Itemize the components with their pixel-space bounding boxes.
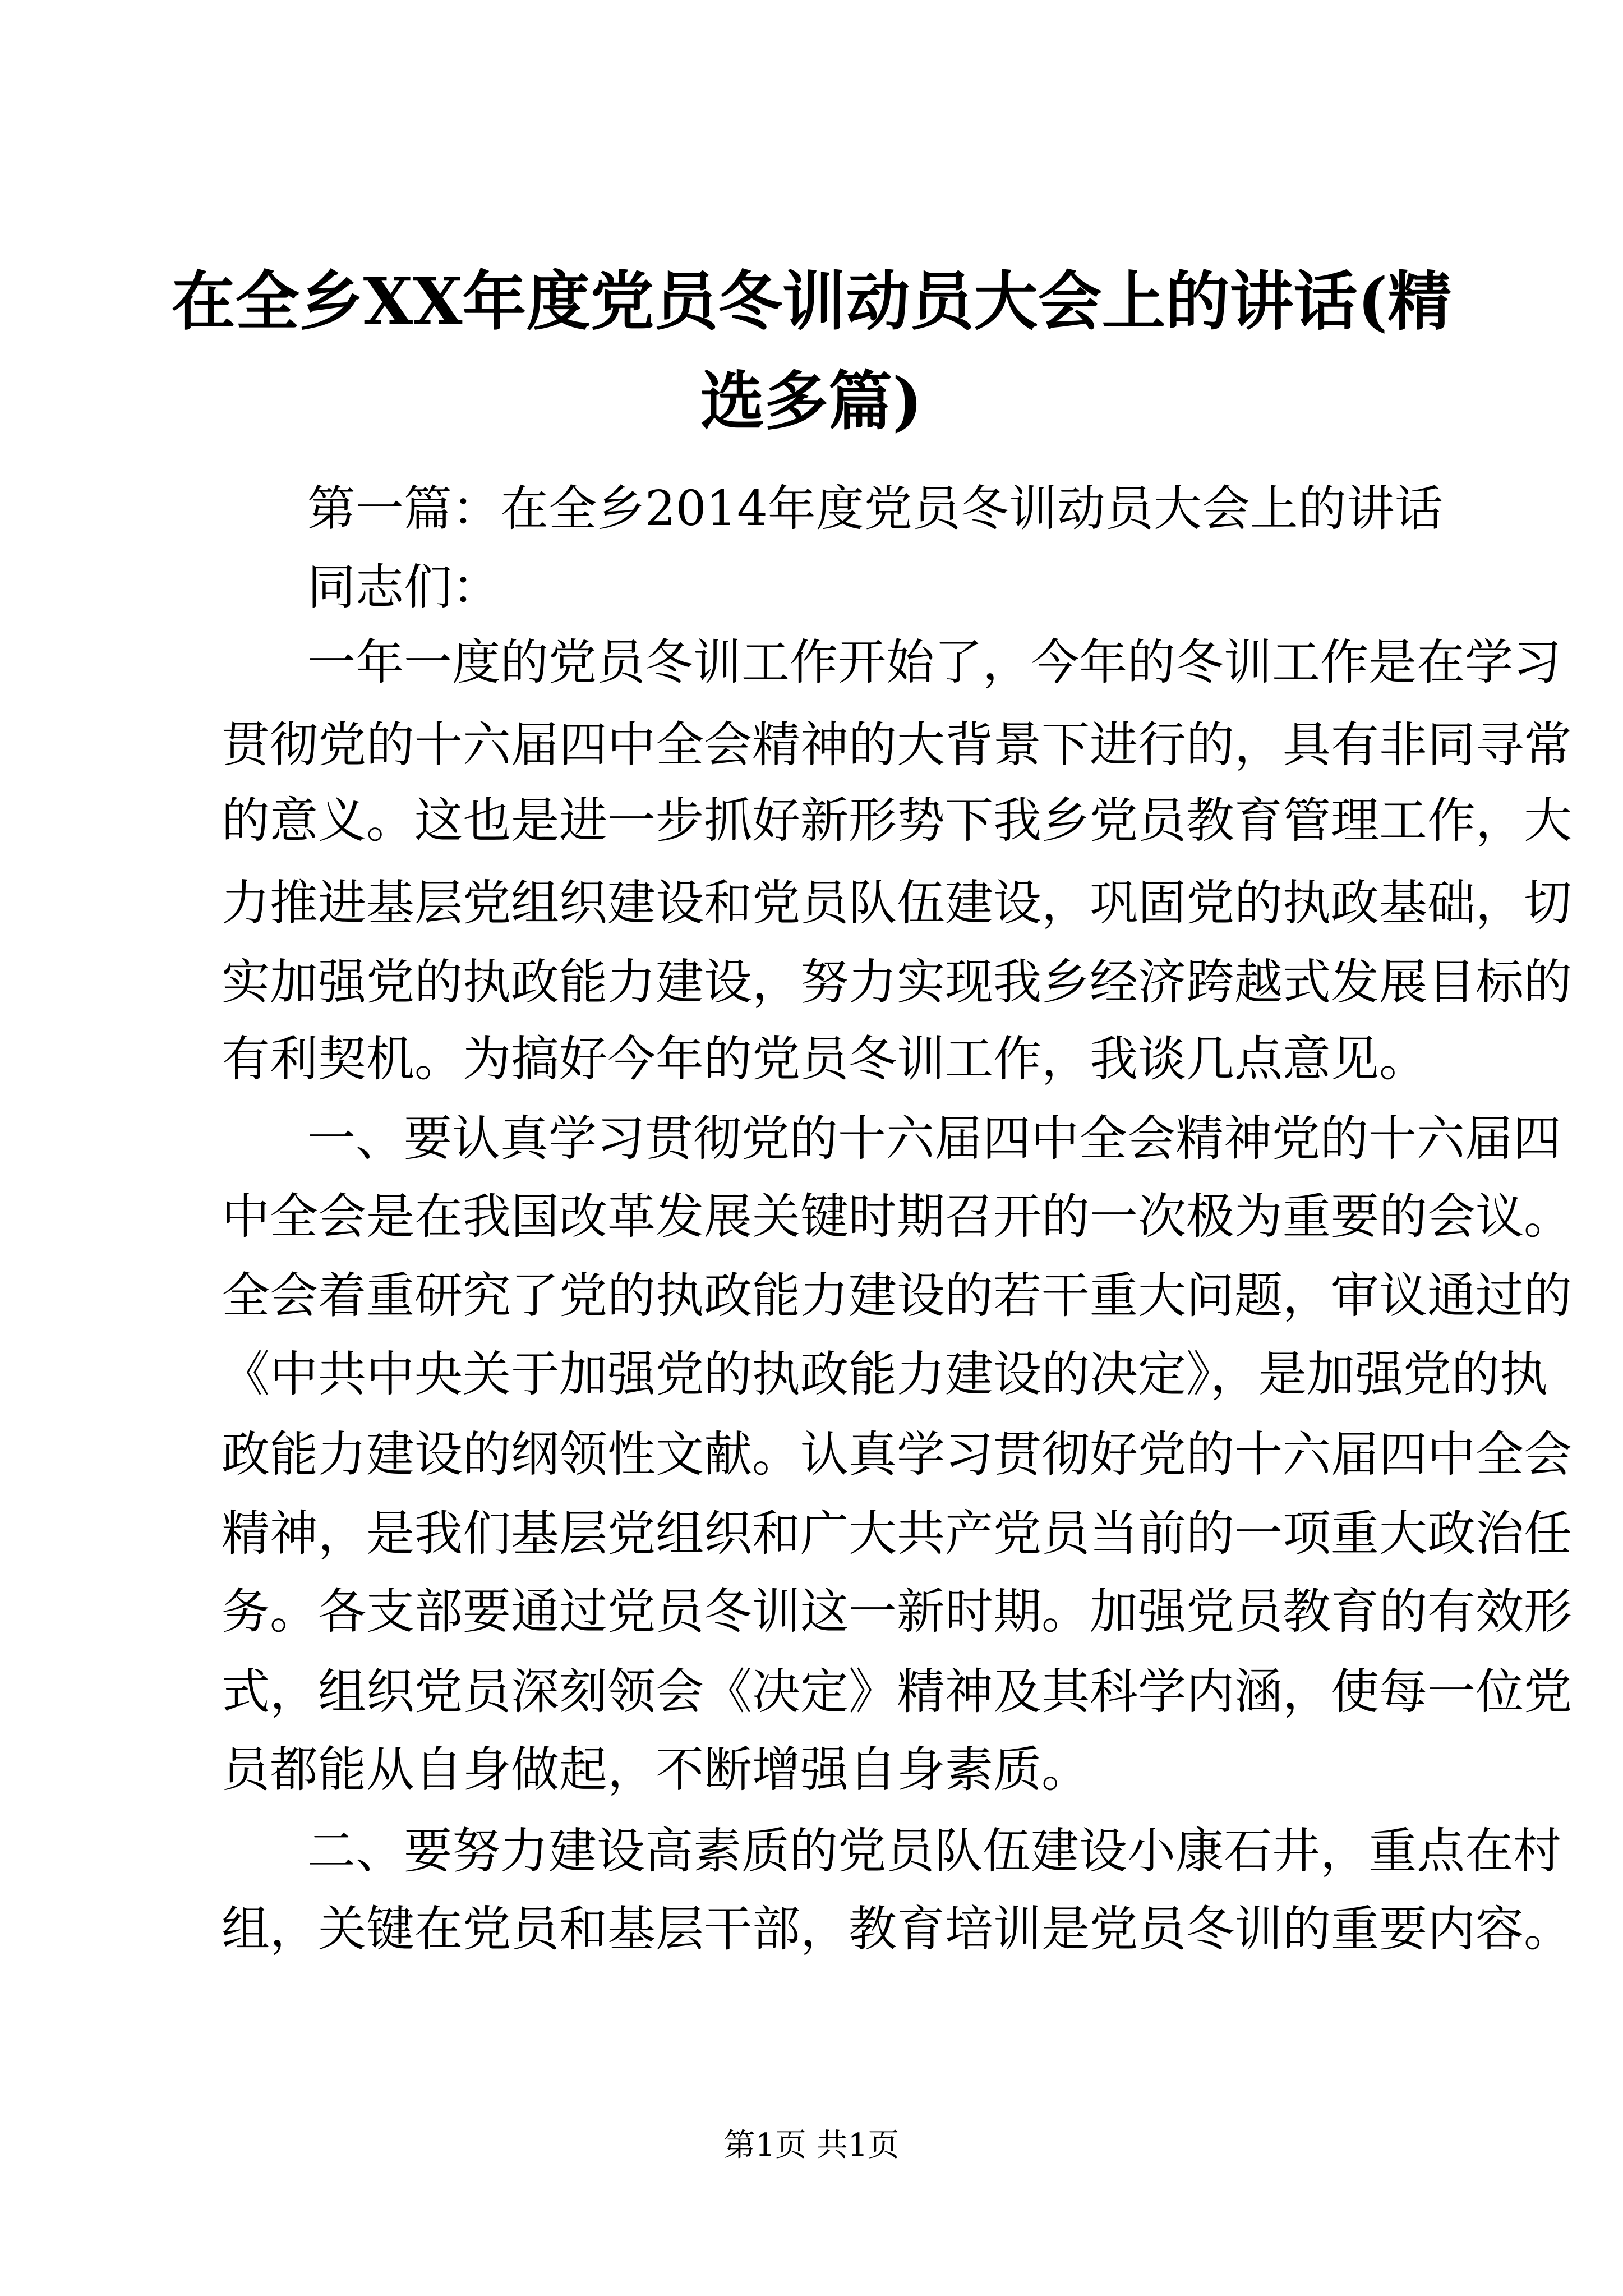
body-line: 务。各支部要通过党员冬训这一新时期。加强党员教育的有效形 — [222, 1584, 1572, 1640]
body-line: 二、要努力建设高素质的党员队伍建设小康石井，重点在村 — [307, 1823, 1561, 1879]
body-line: 员都能从自身做起，不断增强自身素质。 — [222, 1742, 1090, 1798]
body-line: 组，关键在党员和基层干部，教育培训是党员冬训的重要内容。 — [222, 1901, 1572, 1957]
body-line: 力推进基层党组织建设和党员队伍建设，巩固党的执政基础，切 — [222, 875, 1572, 931]
body-line: 中全会是在我国改革发展关键时期召开的一次极为重要的会议。 — [222, 1189, 1572, 1245]
body-line: 一、要认真学习贯彻党的十六届四中全会精神党的十六届四 — [307, 1111, 1561, 1167]
body-line: 有利契机。为搞好今年的党员冬训工作，我谈几点意见。 — [222, 1031, 1427, 1087]
document-title-line-1: 在全乡XX年度党员冬训动员大会上的讲话(精 — [171, 264, 1452, 339]
body-line: 实加强党的执政能力建设，努力实现我乡经济跨越式发展目标的 — [222, 954, 1572, 1010]
body-line: 一年一度的党员冬训工作开始了，今年的冬训工作是在学习 — [307, 634, 1561, 691]
page-footer: 第1页 共1页 — [723, 2127, 900, 2164]
section-subtitle: 第一篇：在全乡2014年度党员冬训动员大会上的讲话 — [307, 481, 1443, 537]
body-line: 政能力建设的纲领性文献。认真学习贯彻好党的十六届四中全会 — [222, 1427, 1572, 1483]
body-line: 的意义。这也是进一步抓好新形势下我乡党员教育管理工作，大 — [222, 793, 1572, 849]
salutation: 同志们： — [307, 559, 500, 615]
body-line: 式，组织党员深刻领会《决定》精神及其科学内涵，使每一位党 — [222, 1664, 1572, 1720]
body-line: 贯彻党的十六届四中全会精神的大背景下进行的，具有非同寻常 — [222, 717, 1572, 773]
body-line: 全会着重研究了党的执政能力建设的若干重大问题，审议通过的 — [222, 1268, 1572, 1324]
document-title-line-2: 选多篇) — [700, 364, 923, 439]
body-line: 《中共中央关于加强党的执政能力建设的决定》，是加强党的执 — [222, 1346, 1548, 1402]
body-line: 精神，是我们基层党组织和广大共产党员当前的一项重大政治任 — [222, 1506, 1572, 1562]
